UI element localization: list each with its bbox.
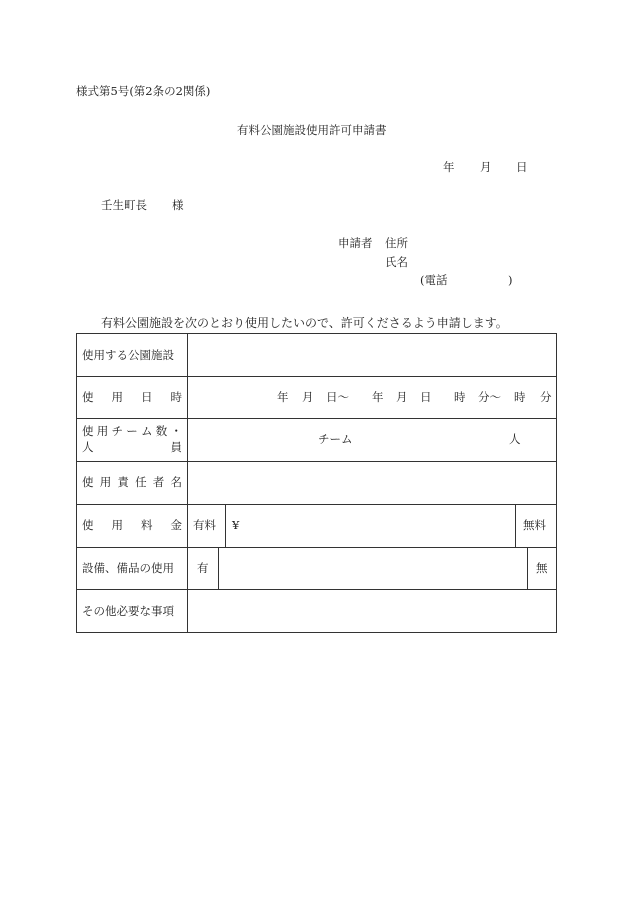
- datetime-field[interactable]: 年 月 日〜 年 月 日 時 分〜 時 分: [277, 390, 552, 404]
- fee-paid-option[interactable]: 有料: [193, 518, 216, 532]
- addressee-name: 壬生町長: [101, 198, 147, 212]
- phone-label: (電話: [420, 273, 448, 287]
- teams-label-line1: 使 用 チ ー ム 数 ・: [82, 424, 182, 438]
- fee-amount-field[interactable]: [245, 505, 513, 546]
- other-field[interactable]: [188, 590, 556, 632]
- address-label: 住所: [385, 236, 408, 250]
- equipment-label: 設備、備品の使用: [82, 561, 174, 575]
- phone-close: ): [508, 273, 513, 287]
- teams-label-line2: 人 員: [82, 440, 182, 454]
- name-label: 氏名: [385, 255, 408, 269]
- other-label: その他必要な事項: [82, 604, 174, 618]
- manager-field[interactable]: [188, 462, 556, 504]
- fee-free-option[interactable]: 無料: [523, 518, 546, 532]
- equipment-yes-option[interactable]: 有: [197, 561, 209, 575]
- people-unit: 人: [509, 432, 521, 446]
- addressee-honorific: 様: [172, 198, 184, 212]
- facility-label: 使用する公園施設: [82, 348, 174, 362]
- applicant-label: 申請者: [338, 236, 373, 250]
- intro-text: 有料公園施設を次のとおり使用したいので、許可くださるよう申請します。: [101, 316, 508, 330]
- teams-unit: チーム: [318, 432, 353, 446]
- date-month: 月: [480, 160, 492, 174]
- equipment-field[interactable]: [219, 548, 526, 589]
- datetime-label: 使 用 日 時: [82, 390, 182, 404]
- form-number: 様式第5号(第2条の2関係): [76, 84, 211, 98]
- date-year: 年: [443, 160, 455, 174]
- yen-symbol: ¥: [232, 518, 240, 532]
- facility-field[interactable]: [188, 334, 556, 376]
- fee-label: 使 用 料 金: [82, 518, 182, 532]
- equipment-no-option[interactable]: 無: [536, 561, 548, 575]
- date-day: 日: [516, 160, 528, 174]
- teams-field[interactable]: [188, 419, 556, 461]
- document-title: 有料公園施設使用許可申請書: [237, 123, 387, 137]
- manager-label: 使 用 責 任 者 名: [82, 475, 182, 489]
